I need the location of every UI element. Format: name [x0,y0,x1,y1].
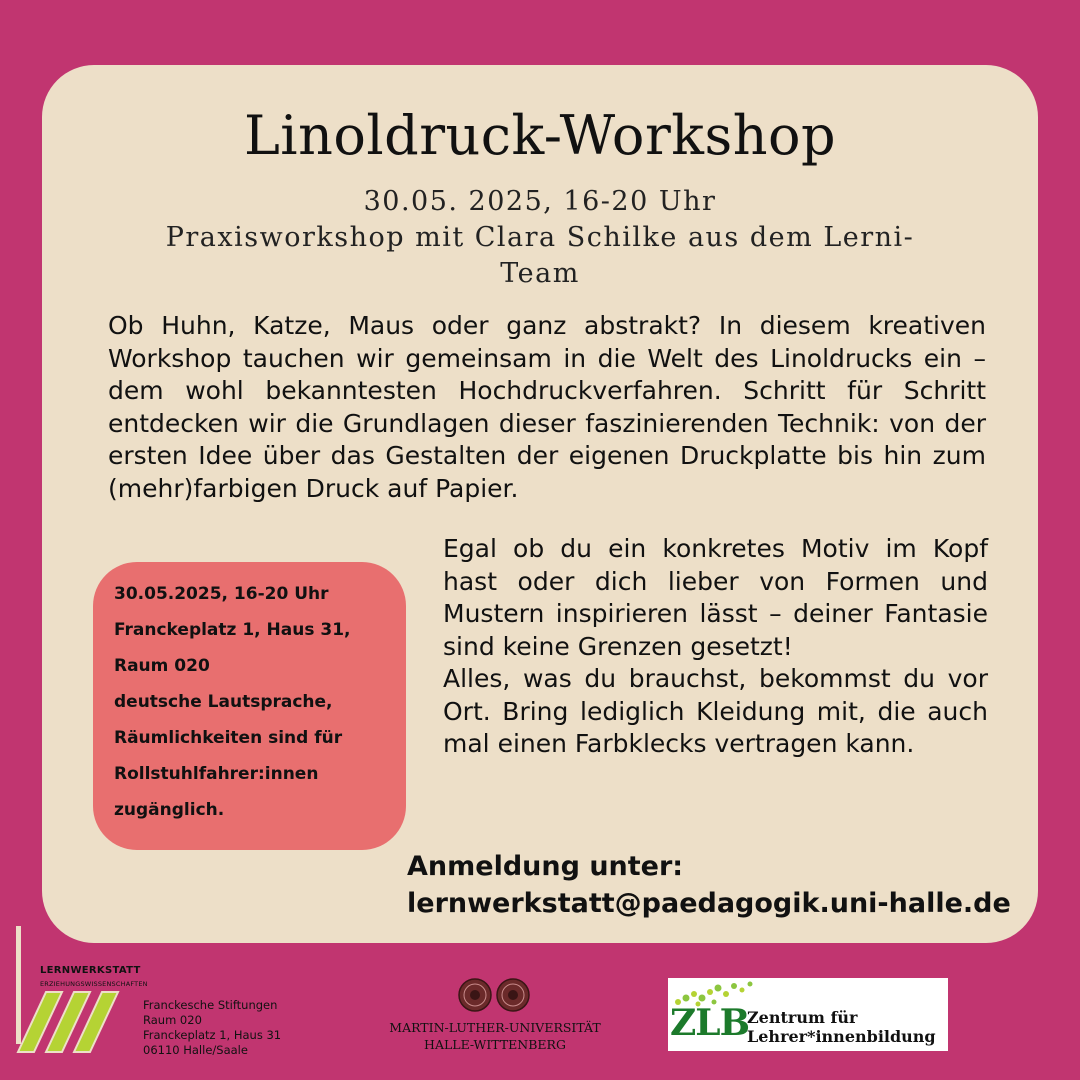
info-line: zugänglich. [114,800,225,820]
zlb-name-line-1: Zentrum für [747,1008,858,1027]
info-line: Raum 020 [114,656,210,676]
address-line: Raum 020 [143,1013,202,1027]
page-title: Linoldruck-Workshop [243,104,837,167]
info-line: Räumlichkeiten sind für [114,728,343,748]
info-line: Franckeplatz 1, Haus 31, [114,620,351,640]
info-box-text [114,576,404,828]
info-line: 30.05.2025, 16-20 Uhr [114,584,329,604]
lernwerkstatt-address [143,998,281,1058]
detail-paragraph-2: Alles, was du brauchst, bekommst du vor Ort. Bring lediglich Kleidung mit, die auch mal einen Farbklecks vertragen kann. [443,664,988,758]
registration-email[interactable]: lernwerkstatt@paedagogik.uni-halle.de [407,888,1011,919]
address-line: 06110 Halle/Saale [143,1043,248,1057]
lernwerkstatt-name: LERNWERKSTATT [40,965,141,976]
university-name-line-2: HALLE-WITTENBERG [424,1037,566,1052]
lernwerkstatt-logo-icon [12,920,152,1060]
info-line: Rollstuhlfahrer:innen [114,764,319,784]
address-line: Franckeplatz 1, Haus 31 [143,1028,282,1042]
info-line: deutsche Lautsprache, [114,692,333,712]
detail-text [443,533,988,761]
university-name-line-1: MARTIN-LUTHER-UNIVERSITÄT [389,1020,601,1035]
intro-paragraph: Ob Huhn, Katze, Maus oder ganz abstrakt? In diesem kreativen Workshop tauchen wir gemeinsam in die Welt des Linoldrucks ein – dem wohl bekanntesten Hochdruckverfahren. Schritt für Schritt entdecken wir die Grundlagen dieser faszinierenden Technik: von der ersten Idee über das Gestalten der eigenen Druckplatte bis hin zum (mehr)farbigen Druck auf Papier. [108,311,986,503]
zlb-name-line-2: Lehrer*innenbildung [747,1027,936,1046]
event-host-line-2: Team [500,258,580,289]
address-line: Franckesche Stiftungen [143,998,278,1012]
event-date-line: 30.05. 2025, 16-20 Uhr [363,186,717,217]
registration-label: Anmeldung unter: [407,851,684,882]
university-name [360,1019,630,1053]
lernwerkstatt-subtitle: ERZIEHUNGSWISSENSCHAFTEN [40,980,148,988]
zlb-name [747,1008,936,1046]
zlb-letters: ZLB [670,1002,750,1044]
event-subtitle [150,184,930,292]
event-host-line-1: Praxisworkshop mit Clara Schilke aus dem Lerni- [165,222,915,253]
university-seal-icon [457,977,533,1013]
zlb-logo [668,978,948,1051]
registration [407,848,1011,922]
info-box [93,562,406,850]
detail-paragraph-1: Egal ob du ein konkretes Motiv im Kopf hast oder dich lieber von Formen und Mustern inspirieren lässt – deiner Fantasie sind keine Grenzen gesetzt! [443,534,988,661]
